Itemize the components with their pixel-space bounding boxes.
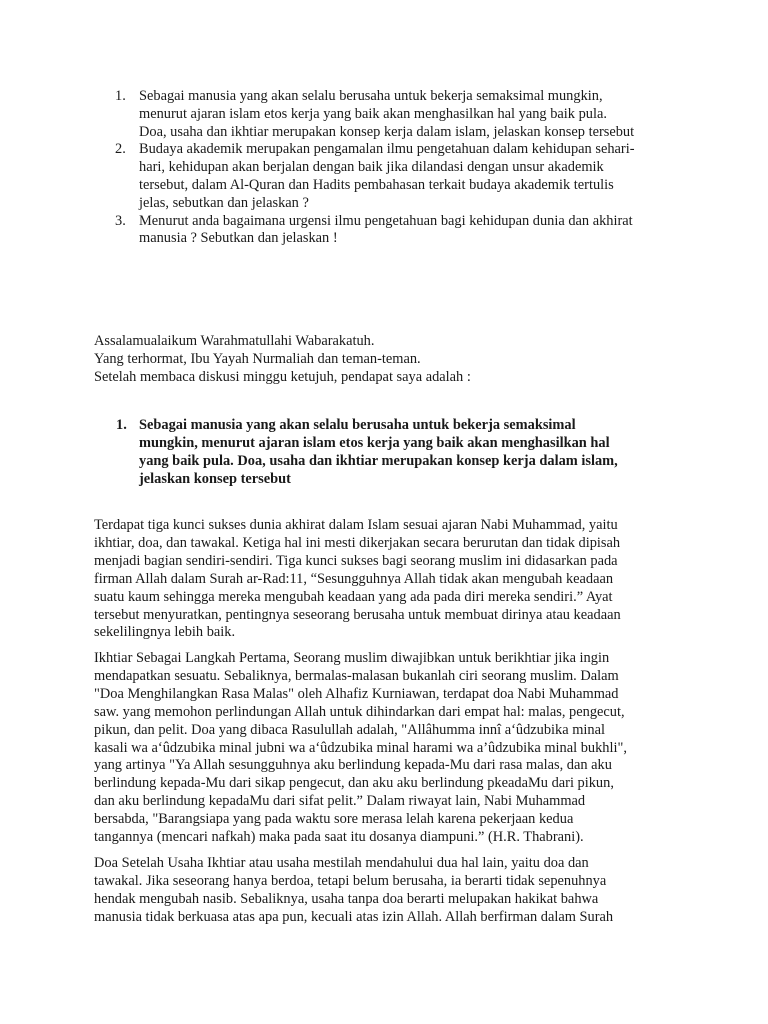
paragraph-line: saw. yang memohon perlindungan Allah untuk dihindarkan dari empat hal: malas, pengecut, [94,703,625,720]
body-paragraph [94,855,674,927]
paragraph-line: pikun, dan pelit. Doa yang dibaca Rasulullah adalah, "Allâhumma innî a‘ûdzubika minal [94,721,606,738]
paragraph-line: hendak mengubah nasib. Sebaliknya, usaha tanpa doa berarti melupakan hakikat bahwa [94,890,599,907]
paragraph-line: Doa Setelah Usaha Ikhtiar atau usaha mestilah mendahului dua hal lain, yaitu doa dan [94,855,589,871]
paragraph-line: kasali wa a‘ûdzubika minal jubni wa a‘ûdzubika minal harami wa a’ûdzubika minal bukhli", [94,739,627,756]
list-number: 2. [115,141,126,158]
intro-text: Setelah membaca diskusi minggu ketujuh, pendapat saya adalah : [94,369,471,385]
body-paragraph [94,517,674,642]
body-paragraph [94,650,674,847]
paragraph-line: berlindung kepada-Mu dari sikap pengecut, dan aku aku berlindung pkeadaMu dari pikun, [94,775,614,792]
paragraph-line: bersabda, "Barangsiapa yang pada waktu sore merasa lelah karena pekerjaan kedua [94,811,574,828]
question-text-line: Doa, usaha dan ikhtiar merupakan konsep kerja dalam islam, jelaskan konsep tersebut [139,123,635,140]
question-text-line: hari, kehidupan akan berjalan dengan baik jika dilandasi dengan unsur akademik [139,159,604,176]
list-number: 1. [115,88,126,104]
question-text-line: Budaya akademik merupakan pengamalan ilmu pengetahuan dalam kehidupan sehari- [139,141,635,158]
list-number: 3. [115,212,126,229]
paragraph-line: "Doa Menghilangkan Rasa Malas" oleh Alhafiz Kurniawan, terdapat doa Nabi Muhammad [94,685,619,702]
heading-text-line: Sebagai manusia yang akan selalu berusaha untuk bekerja semaksimal [139,417,576,433]
question-item [115,88,679,141]
paragraph-line: yang artinya "Ya Allah sesungguhnya aku berlindung kepada-Mu dari rasa malas, dan aku [94,757,612,774]
question-text-line: jelas, sebutkan dan jelaskan ? [139,194,309,211]
question-text-line: Sebagai manusia yang akan selalu berusaha untuk bekerja semaksimal mungkin, [139,88,603,104]
question-list [115,88,679,248]
paragraph-line: dan aku berlindung kepadaMu dari sifat pelit.” Dalam riwayat lain, Nabi Muhammad [94,793,586,810]
heading-text-line: yang baik pula. Doa, usaha dan ikhtiar merupakan konsep kerja dalam islam, [139,453,618,469]
question-item [115,212,679,249]
question-text-line: manusia ? Sebutkan dan jelaskan ! [139,230,338,247]
list-number: 1. [116,417,127,433]
salam-text: Assalamualaikum Warahmatullahi Wabarakatuh. [94,333,375,349]
question-text-line: Menurut anda bagaimana urgensi ilmu pengetahuan bagi kehidupan dunia dan akhirat [139,212,633,229]
question-text-line: menurut ajaran islam etos kerja yang baik akan menghasilkan hal yang baik pula. [139,105,607,122]
paragraph-line: ikhtiar, doa, dan tawakal. Ketiga hal ini mesti dikerjakan secara berurutan dan tidak dipisah [94,534,621,551]
address-text: Yang terhormat, Ibu Yayah Nurmaliah dan teman-teman. [94,351,421,367]
question-text-line: tersebut, dalam Al-Quran dan Hadits pembahasan terkait budaya akademik tertulis [139,176,614,193]
question-item [115,141,679,212]
paragraph-line: firman Allah dalam Surah ar-Rad:11, “Sesungguhnya Allah tidak akan mengubah keadaan [94,570,614,587]
paragraph-line: menjadi bagian sendiri-sendiri. Tiga kunci sukses bagi seorang muslim ini didasarkan pada [94,552,618,569]
paragraph-line: Terdapat tiga kunci sukses dunia akhirat dalam Islam sesuai ajaran Nabi Muhammad, yaitu [94,517,618,533]
paragraph-line: tersebut menyuratkan, pentingnya seseorang berusaha untuk membuat dirinya atau keadaan [94,606,621,623]
paragraph-line: manusia tidak berkuasa atas apa pun, kecuali atas izin Allah. Allah berfirman dalam Surah [94,908,614,925]
paragraph-line: suatu kaum sehingga mereka mengubah keadaan yang ada pada diri mereka sendiri.” Ayat [94,588,613,605]
paragraph-line: tawakal. Jika seseorang hanya berdoa, tetapi belum berusaha, ia berarti tidak sepenuhnya [94,872,607,889]
heading-text-line: mungkin, menurut ajaran islam etos kerja yang baik akan menghasilkan hal [139,435,610,451]
paragraph-line: tangannya (mencari nafkah) maka pada saat itu dosanya diampuni.” (H.R. Thabrani). [94,829,584,846]
paragraph-line: mendapatkan sesuatu. Sebaliknya, bermalas-malasan bukanlah ciri seorang muslim. Dalam [94,667,619,684]
heading-text-line: jelaskan konsep tersebut [139,471,291,487]
greeting-block [94,332,471,386]
bold-question-heading [116,416,669,488]
paragraph-line: Ikhtiar Sebagai Langkah Pertama, Seorang muslim diwajibkan untuk berikhtiar jika ingin [94,650,610,666]
paragraph-line: sekelilingnya lebih baik. [94,624,236,641]
